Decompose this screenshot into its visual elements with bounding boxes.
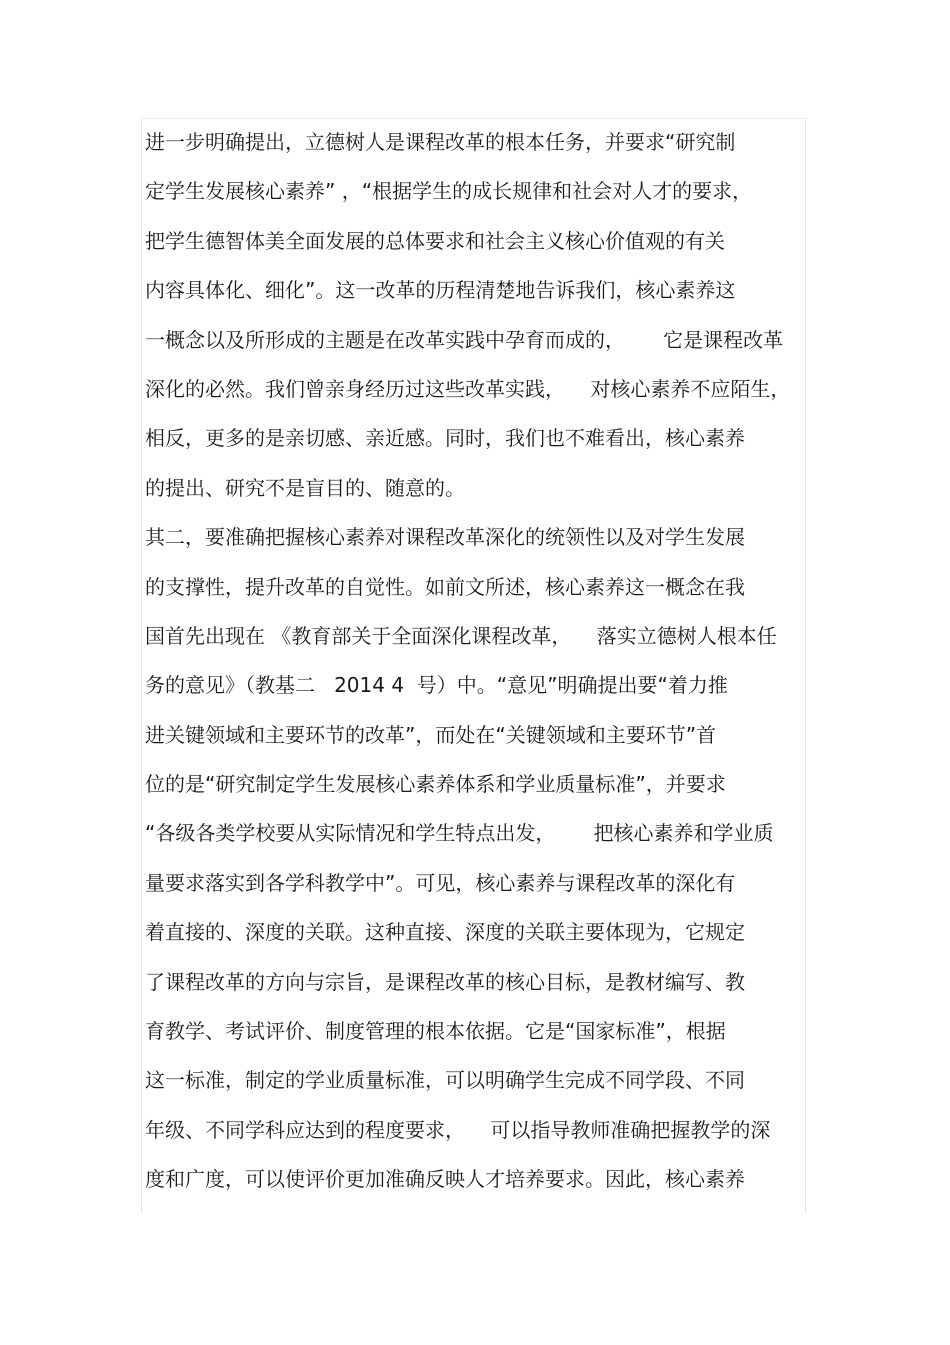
text-line: 国首先出现在 《教育部关于全面深化课程改革， 落实立德树人根本任: [145, 623, 777, 648]
text-line: 这一标准，制定的学业质量标准，可以明确学生完成不同学段、不同: [145, 1068, 745, 1093]
text-line: 务的意见》（教基二 2014 4 号）中。“意见”明确提出要“着力推: [145, 673, 728, 698]
text-line: 位的是“研究制定学生发展核心素养体系和学业质量标准”，并要求: [145, 772, 726, 797]
text-line: 一概念以及所形成的主题是在改革实践中孕育而成的， 它是课程改革: [145, 327, 784, 352]
text-line: 年级、不同学科应达到的程度要求， 可以指导教师准确把握教学的深: [145, 1117, 771, 1142]
text-line: 进关键领域和主要环节的改革”，而处在“关键领域和主要环节”首: [145, 722, 717, 747]
text-line: 深化的必然。我们曾亲身经历过这些改革实践， 对核心素养不应陌生，: [145, 376, 791, 401]
text-line: “各级各类学校要从实际情况和学生特点出发， 把核心素养和学业质: [145, 821, 774, 846]
text-line: 进一步明确提出，立德树人是课程改革的根本任务，并要求“研究制: [145, 130, 736, 154]
text-line: 相反，更多的是亲切感、亲近感。同时，我们也不难看出，核心素养: [145, 426, 745, 451]
text-line: 的提出、研究不是盲目的、随意的。: [145, 475, 465, 500]
text-line: 定学生发展核心素养” ，“根据学生的成长规律和社会对人才的要求，: [145, 179, 753, 204]
text-line: 着直接的、深度的关联。这种直接、深度的关联主要体现为，它规定: [145, 920, 745, 945]
text-line: 了课程改革的方向与宗旨，是课程改革的核心目标，是教材编写、教: [145, 969, 745, 994]
text-line: 其二，要准确把握核心素养对课程改革深化的统领性以及对学生发展: [145, 525, 745, 550]
document-body: [145, 118, 805, 1205]
text-line: 把学生德智体美全面发展的总体要求和社会主义核心价值观的有关: [145, 228, 725, 253]
text-line: 内容具体化、细化”。这一改革的历程清楚地告诉我们，核心素养这: [145, 278, 736, 303]
text-line: 的支撑性，提升改革的自觉性。如前文所述，核心素养这一概念在我: [145, 574, 745, 599]
text-line: 度和广度，可以使评价更加准确反映人才培养要求。因此，核心素养: [145, 1167, 745, 1192]
text-line: 量要求落实到各学科教学中”。可见，核心素养与课程改革的深化有: [145, 870, 736, 895]
text-line: 育教学、考试评价、制度管理的根本依据。它是“国家标准”，根据: [145, 1019, 726, 1044]
